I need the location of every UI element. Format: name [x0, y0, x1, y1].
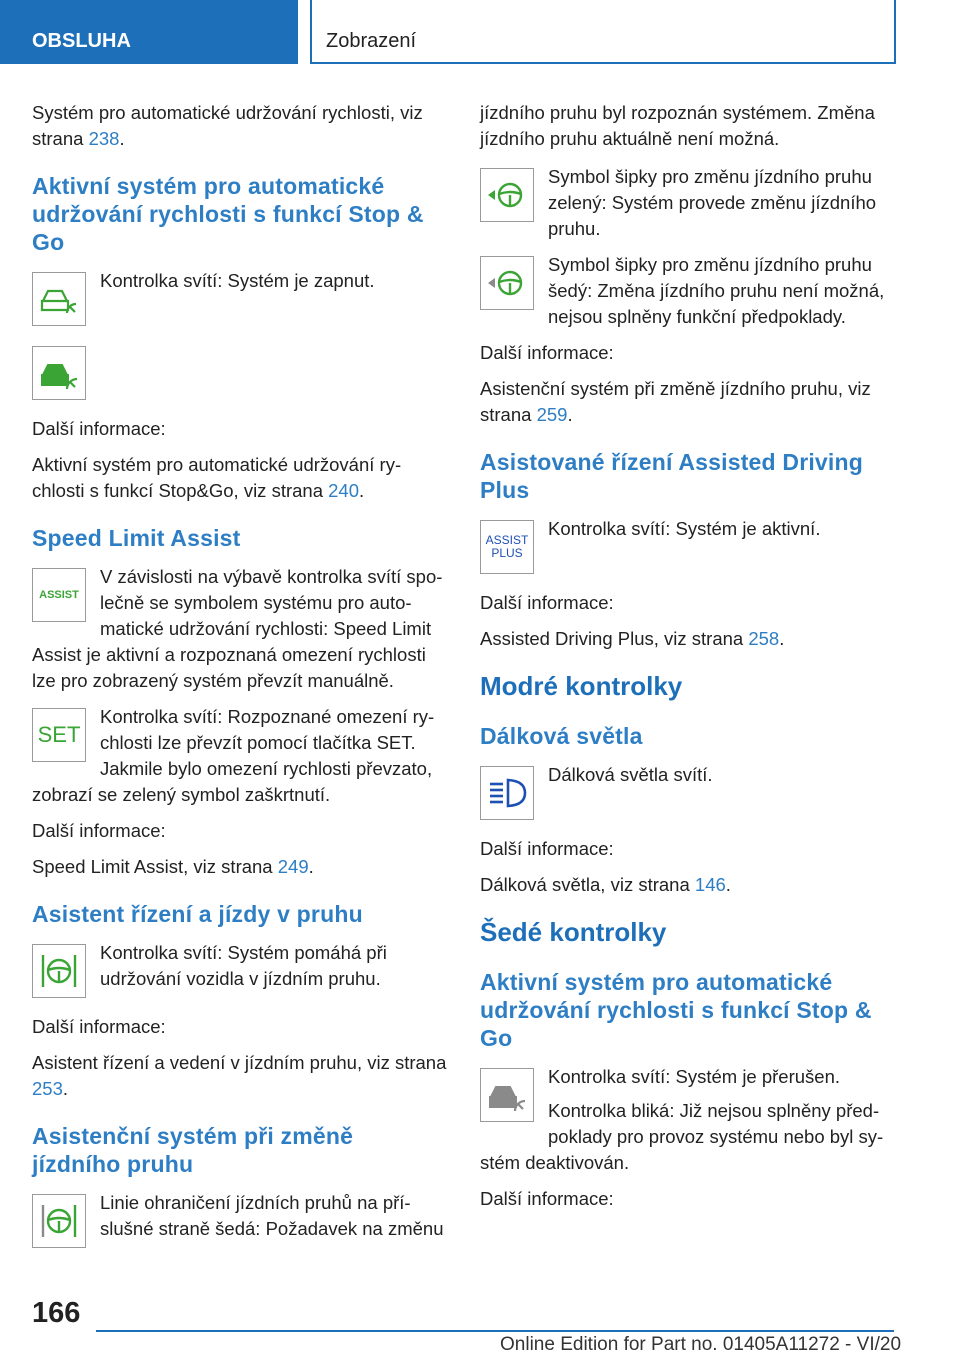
more-info-label: Další informace: — [480, 342, 614, 363]
steering-wheel-grey-lines-icon — [32, 1194, 86, 1248]
reference-paragraph: Asistent řízení a vedení v jízdním pruhu, viz strana 253. — [32, 1052, 447, 1099]
indicator-text: Symbol šipky pro změnu jízdního pruhu zelený: Systém provede změnu jízdního pruhu. — [548, 166, 877, 239]
page-link[interactable]: 146 — [694, 874, 726, 895]
indicator-row — [32, 268, 448, 332]
indicator-text: Kontrolka svítí: Rozpoznané omezení ry-chlosti lze převzít pomocí tlačítka SET. Jakmile bylo omezení rychlosti převzato, zobrazí se zelený symbol zaškrtnutí. — [32, 706, 435, 805]
reference-paragraph: Assisted Driving Plus, viz strana 258. — [480, 628, 785, 649]
steering-wheel-icon — [32, 944, 86, 998]
indicator-row — [32, 342, 448, 406]
section-heading-blue: Modré kontrolky — [480, 671, 683, 701]
indicator-row — [32, 940, 448, 1004]
page-title: Zobrazení — [310, 0, 896, 64]
indicator-text: Kontrolka svítí: Systém pomáhá při udržování vozidla v jízdním pruhu. — [100, 942, 387, 989]
indicator-row — [480, 164, 895, 242]
section-heading-acc: Aktivní systém pro automatické udržování rychlosti s funkcí Stop & Go — [32, 173, 424, 255]
indicator-row — [480, 516, 895, 580]
reference-paragraph: Speed Limit Assist, viz strana 249. — [32, 856, 314, 877]
acc-grey-icon — [480, 1068, 534, 1122]
more-info-label: Další informace: — [32, 1016, 166, 1037]
indicator-text: Symbol šipky pro změnu jízdního pruhu šedý: Změna jízdního pruhu není možná, nejsou splněny funkční předpoklady. — [548, 254, 885, 327]
indicator-text: Linie ohraničení jízdních pruhů na pří-slušné straně šedá: Požadavek na změnu — [100, 1192, 444, 1239]
lane-change-green-arrow-icon — [480, 168, 534, 222]
acc-outline-icon — [32, 272, 86, 326]
reference-paragraph: Aktivní systém pro automatické udržování ry-chlosti s funkcí Stop&Go, viz strana 240. — [32, 454, 402, 501]
intro-paragraph: Systém pro automatické udržování rychlosti, viz strana 238. — [32, 102, 423, 149]
edition-text: Online Edition for Part no. 01405A11272 - VI/20 — [500, 1334, 902, 1355]
page-link[interactable]: 253 — [32, 1078, 63, 1099]
section-heading-lcw: Asistenční systém při změně jízdního pruhu — [32, 1123, 354, 1177]
assist-icon: ASSIST — [32, 568, 86, 622]
page-number: 166 — [32, 1297, 81, 1329]
indicator-row — [32, 1190, 448, 1254]
indicator-text: Kontrolka svítí: Systém je zapnut. — [100, 270, 375, 291]
indicator-text: Dálková světla svítí. — [548, 764, 713, 785]
lane-change-grey-arrow-icon — [480, 256, 534, 310]
more-info-label: Další informace: — [32, 418, 166, 439]
more-info-label: Další informace: — [480, 838, 614, 859]
indicator-row — [32, 564, 448, 694]
page-link[interactable]: 258 — [748, 628, 780, 649]
continued-paragraph: jízdního pruhu byl rozpoznán systémem. Změna jízdního pruhu aktuálně není možná. — [480, 102, 875, 149]
page-link[interactable]: 249 — [277, 856, 309, 877]
footer-divider — [96, 1330, 894, 1332]
more-info-label: Další informace: — [480, 592, 614, 613]
left-column — [32, 100, 448, 1264]
more-info-label: Další informace: — [480, 1188, 614, 1209]
indicator-row — [480, 252, 895, 330]
section-heading-lane: Asistent řízení a jízdy v pruhu — [32, 901, 363, 927]
indicator-text: Kontrolka bliká: Již nejsou splněny před-poklady pro provoz systému nebo byl sy-stém deaktivován. — [480, 1100, 884, 1173]
indicator-row — [32, 704, 448, 808]
acc-filled-icon — [32, 346, 86, 400]
set-icon: SET — [32, 708, 86, 762]
page-link[interactable]: 240 — [328, 480, 360, 501]
section-heading-high-beam: Dálková světla — [480, 723, 643, 749]
page-header — [0, 0, 960, 66]
high-beam-icon — [480, 766, 534, 820]
indicator-text: V závislosti na výbavě kontrolka svítí spo-lečně se symbolem systému pro auto-matické udržování rychlosti: Speed Limit Assist je aktivní a rozpoznaná omezení rychlosti lze pro zobrazený systém převzít manuálně. — [32, 566, 443, 691]
indicator-text: Kontrolka svítí: Systém je aktivní. — [548, 518, 821, 539]
section-heading-sla: Speed Limit Assist — [32, 525, 241, 551]
section-heading-grey: Šedé kontrolky — [480, 917, 667, 947]
right-column — [480, 100, 895, 1222]
section-heading-grey-acc: Aktivní systém pro automatické udržování rychlosti s funkcí Stop & Go — [480, 969, 872, 1051]
assist-plus-icon: ASSIST PLUS — [480, 520, 534, 574]
reference-paragraph: Asistenční systém při změně jízdního pruhu, viz strana 259. — [480, 378, 871, 425]
page-link[interactable]: 259 — [536, 404, 568, 425]
indicator-text: Kontrolka svítí: Systém je přerušen. — [548, 1066, 841, 1087]
indicator-row — [480, 762, 895, 826]
indicator-row — [480, 1064, 895, 1176]
section-heading-adp: Asistované řízení Assisted Driving Plus — [480, 449, 864, 503]
section-tab: OBSLUHA — [0, 0, 298, 64]
page-link[interactable]: 238 — [88, 128, 120, 149]
reference-paragraph: Dálková světla, viz strana 146. — [480, 874, 731, 895]
more-info-label: Další informace: — [32, 820, 166, 841]
